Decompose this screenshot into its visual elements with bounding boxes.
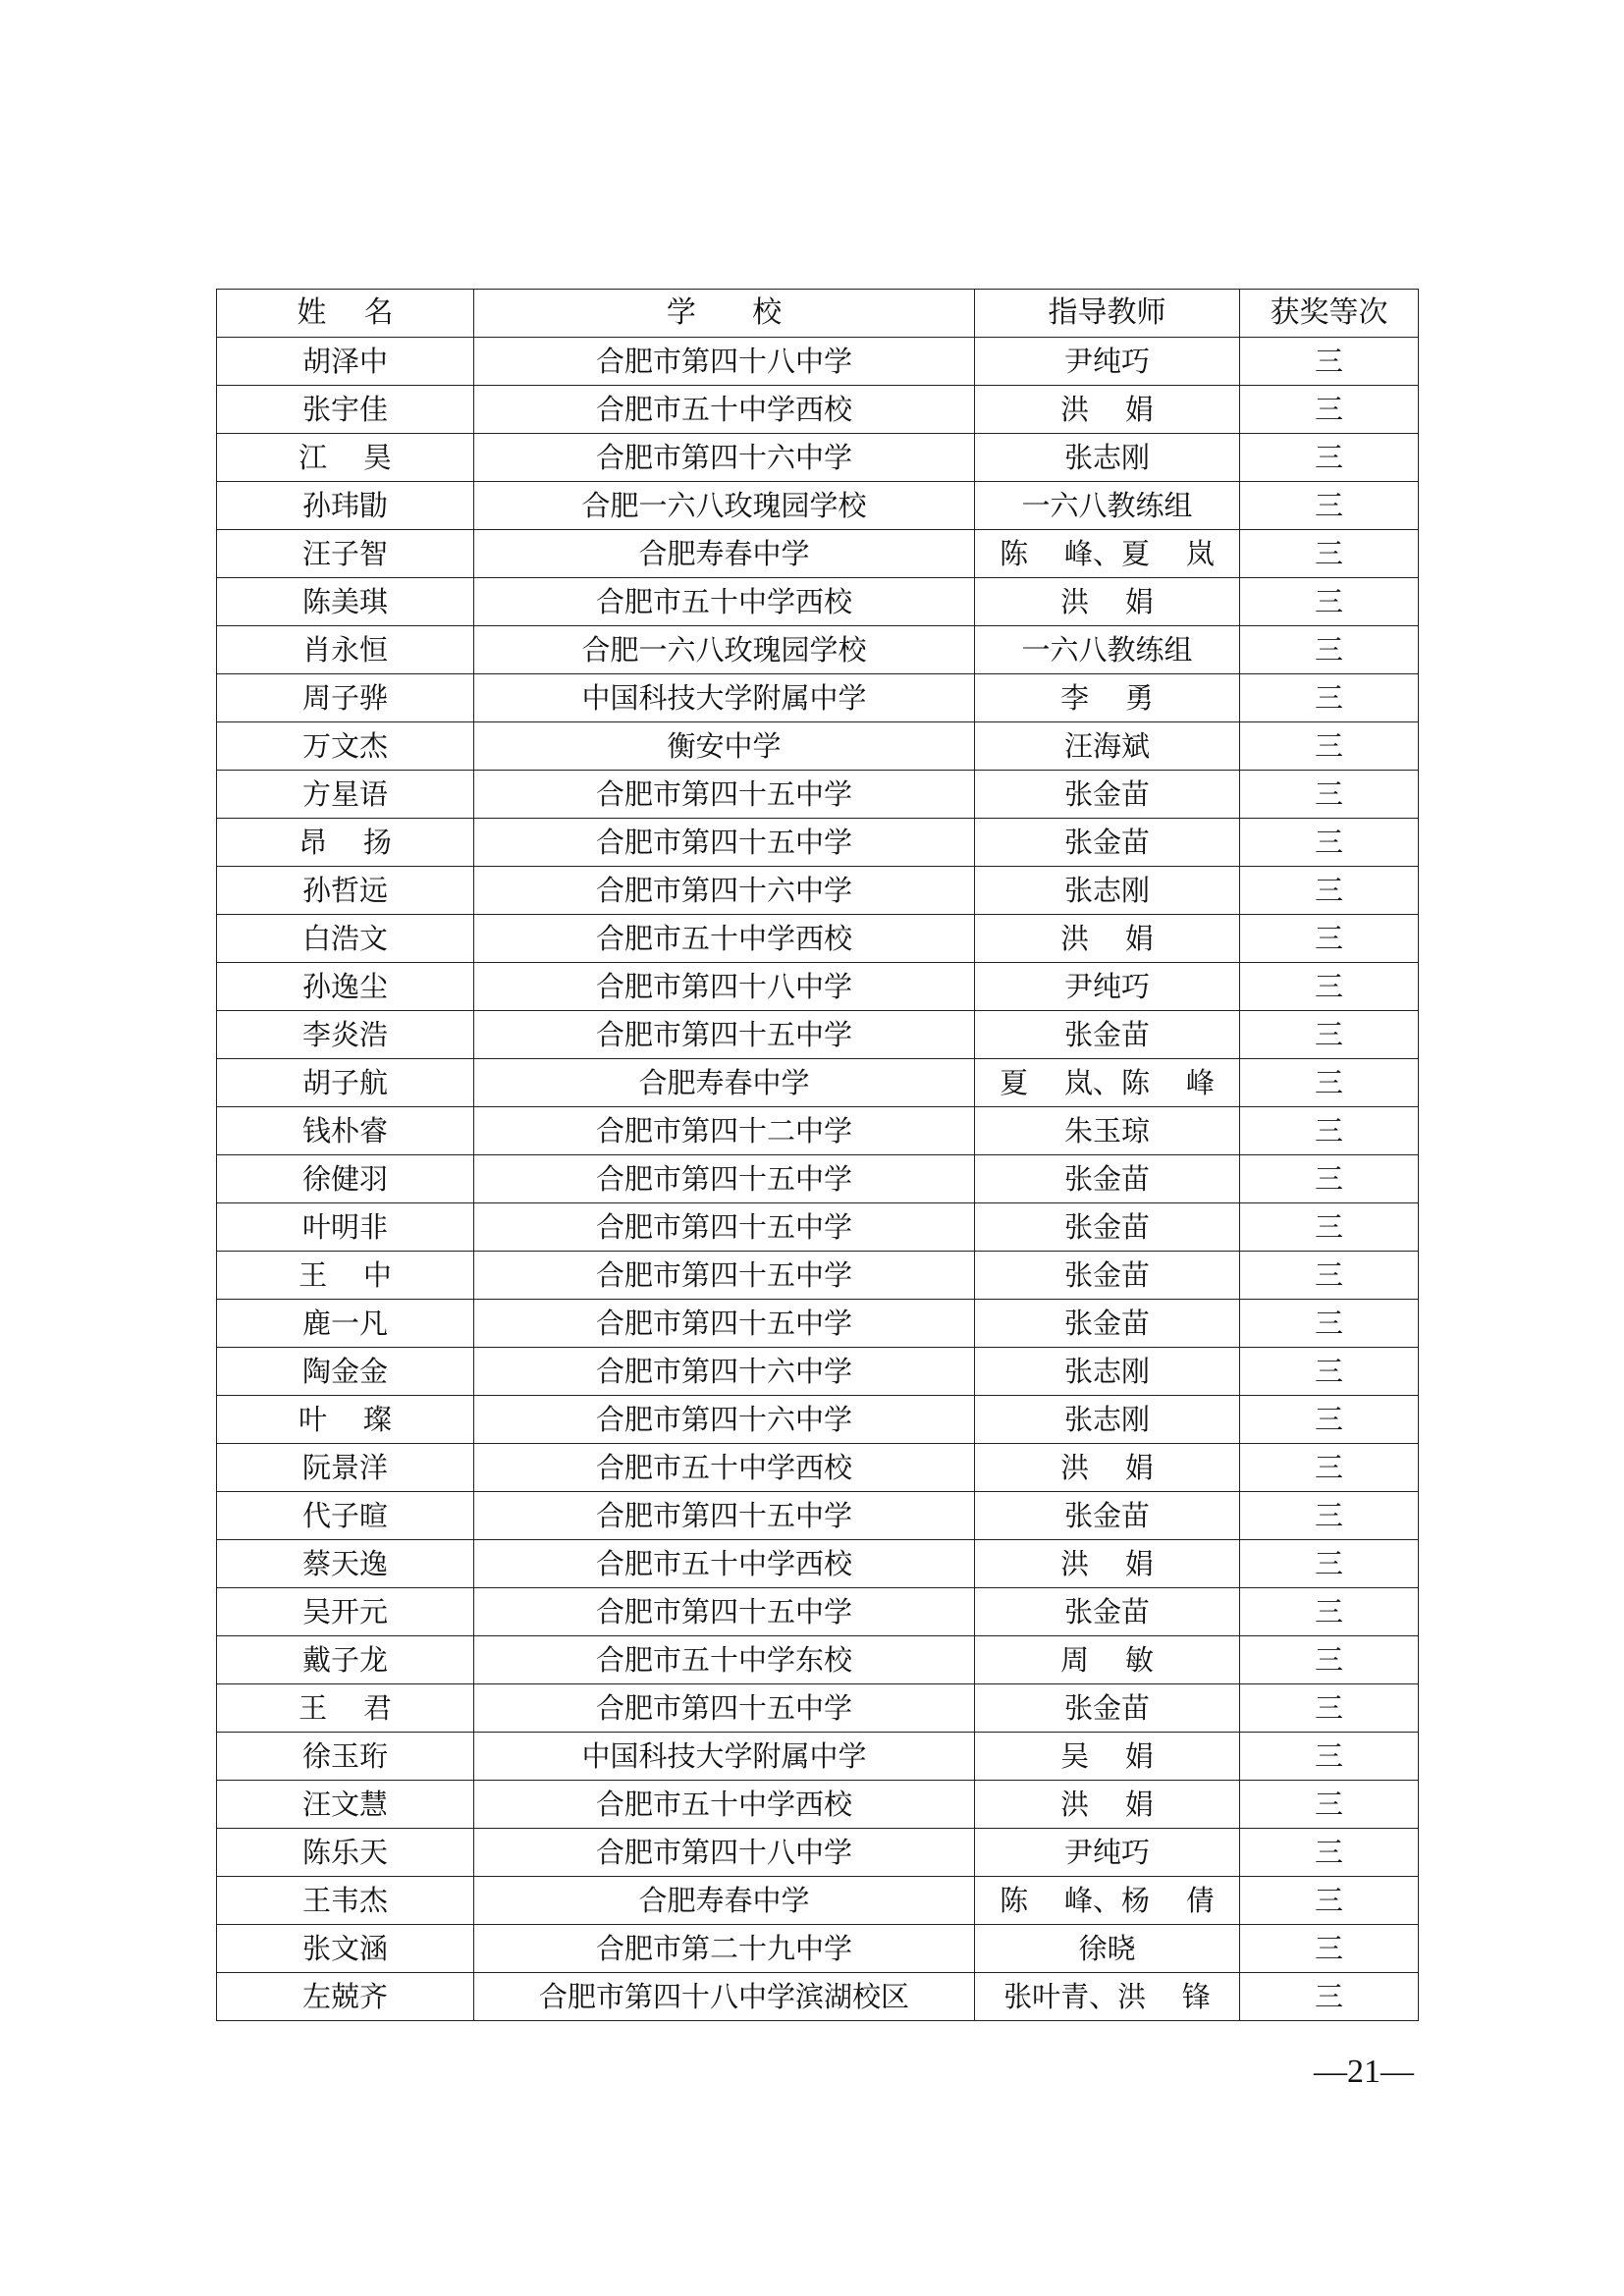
student-name-cell: 陶金金: [217, 1348, 474, 1396]
teacher-cell: 张金苗: [975, 819, 1240, 867]
table-row: [217, 1444, 1419, 1492]
student-name-cell: 叶明非: [217, 1203, 474, 1252]
student-name-cell: 孙逸尘: [217, 963, 474, 1011]
student-name-cell: 胡泽中: [217, 338, 474, 386]
table-row: [217, 915, 1419, 963]
award-level-cell: 三: [1240, 674, 1419, 722]
student-name-cell: 徐健羽: [217, 1155, 474, 1203]
award-level-cell: 三: [1240, 1155, 1419, 1203]
table-row: [217, 338, 1419, 386]
table-row: [217, 1636, 1419, 1684]
award-level-cell: 三: [1240, 1203, 1419, 1252]
school-cell: 合肥市第四十八中学滨湖校区: [474, 1973, 975, 2021]
table-row: [217, 1203, 1419, 1252]
teacher-cell: 洪 娟: [975, 1540, 1240, 1588]
student-name-cell: 陈乐天: [217, 1829, 474, 1877]
header-award-level: 获奖等次: [1240, 290, 1419, 338]
table-row: [217, 1155, 1419, 1203]
school-cell: 合肥市第四十六中学: [474, 867, 975, 915]
student-name-cell: 钱朴睿: [217, 1107, 474, 1155]
teacher-cell: 汪海斌: [975, 722, 1240, 771]
teacher-cell: 张志刚: [975, 434, 1240, 482]
teacher-cell: 张金苗: [975, 1155, 1240, 1203]
student-name-cell: 左兢齐: [217, 1973, 474, 2021]
award-level-cell: 三: [1240, 338, 1419, 386]
student-name-cell: 王 中: [217, 1252, 474, 1300]
table-row: [217, 578, 1419, 626]
teacher-cell: 一六八教练组: [975, 626, 1240, 674]
school-cell: 合肥市第四十五中学: [474, 1492, 975, 1540]
school-cell: 合肥市第四十六中学: [474, 434, 975, 482]
award-level-cell: 三: [1240, 386, 1419, 434]
table-row: [217, 1781, 1419, 1829]
school-cell: 合肥市第四十五中学: [474, 1684, 975, 1733]
table-row: [217, 1684, 1419, 1733]
school-cell: 合肥市五十中学东校: [474, 1636, 975, 1684]
teacher-cell: 周 敏: [975, 1636, 1240, 1684]
student-name-cell: 江 昊: [217, 434, 474, 482]
teacher-cell: 洪 娟: [975, 1781, 1240, 1829]
student-name-cell: 叶 璨: [217, 1396, 474, 1444]
school-cell: 合肥市第四十五中学: [474, 1155, 975, 1203]
award-level-cell: 三: [1240, 1300, 1419, 1348]
student-name-cell: 王 君: [217, 1684, 474, 1733]
school-cell: 合肥市第四十二中学: [474, 1107, 975, 1155]
table-row: [217, 1348, 1419, 1396]
teacher-cell: 洪 娟: [975, 1444, 1240, 1492]
teacher-cell: 尹纯巧: [975, 963, 1240, 1011]
school-cell: 合肥市五十中学西校: [474, 578, 975, 626]
teacher-cell: 张金苗: [975, 1588, 1240, 1636]
header-name: 姓 名: [217, 290, 474, 338]
student-name-cell: 孙玮勖: [217, 482, 474, 530]
teacher-cell: 洪 娟: [975, 915, 1240, 963]
award-level-cell: 三: [1240, 1684, 1419, 1733]
school-cell: 合肥寿春中学: [474, 1877, 975, 1925]
table-row: [217, 674, 1419, 722]
school-cell: 合肥一六八玫瑰园学校: [474, 626, 975, 674]
teacher-cell: 张金苗: [975, 771, 1240, 819]
student-name-cell: 胡子航: [217, 1059, 474, 1107]
teacher-cell: 张金苗: [975, 1492, 1240, 1540]
award-level-cell: 三: [1240, 482, 1419, 530]
table-row: [217, 819, 1419, 867]
table-row: [217, 1396, 1419, 1444]
teacher-cell: 夏 岚、陈 峰: [975, 1059, 1240, 1107]
student-name-cell: 李炎浩: [217, 1011, 474, 1059]
student-name-cell: 汪子智: [217, 530, 474, 578]
teacher-cell: 张金苗: [975, 1684, 1240, 1733]
award-level-cell: 三: [1240, 626, 1419, 674]
school-cell: 合肥市五十中学西校: [474, 1540, 975, 1588]
award-level-cell: 三: [1240, 1252, 1419, 1300]
award-level-cell: 三: [1240, 1492, 1419, 1540]
teacher-cell: 张金苗: [975, 1203, 1240, 1252]
table-row: [217, 530, 1419, 578]
school-cell: 合肥一六八玫瑰园学校: [474, 482, 975, 530]
table-row: [217, 1733, 1419, 1781]
school-cell: 合肥市五十中学西校: [474, 1781, 975, 1829]
table-row: [217, 1059, 1419, 1107]
table-row: [217, 1300, 1419, 1348]
school-cell: 合肥市第四十五中学: [474, 819, 975, 867]
school-cell: 合肥市第四十八中学: [474, 963, 975, 1011]
teacher-cell: 张叶青、洪 锋: [975, 1973, 1240, 2021]
table-row: [217, 1540, 1419, 1588]
student-name-cell: 万文杰: [217, 722, 474, 771]
table-row: [217, 1829, 1419, 1877]
student-name-cell: 陈美琪: [217, 578, 474, 626]
award-level-cell: 三: [1240, 867, 1419, 915]
table-row: [217, 434, 1419, 482]
school-cell: 合肥寿春中学: [474, 1059, 975, 1107]
school-cell: 合肥市五十中学西校: [474, 915, 975, 963]
award-level-cell: 三: [1240, 434, 1419, 482]
award-level-cell: 三: [1240, 1011, 1419, 1059]
table-row: [217, 867, 1419, 915]
teacher-cell: 张志刚: [975, 1396, 1240, 1444]
award-level-cell: 三: [1240, 1733, 1419, 1781]
student-name-cell: 肖永恒: [217, 626, 474, 674]
table-row: [217, 1877, 1419, 1925]
student-name-cell: 徐玉珩: [217, 1733, 474, 1781]
award-table: [216, 289, 1419, 2021]
table-row: [217, 1252, 1419, 1300]
school-cell: 合肥市第四十六中学: [474, 1396, 975, 1444]
student-name-cell: 昂 扬: [217, 819, 474, 867]
teacher-cell: 张志刚: [975, 1348, 1240, 1396]
teacher-cell: 洪 娟: [975, 578, 1240, 626]
student-name-cell: 蔡天逸: [217, 1540, 474, 1588]
school-cell: 合肥市第四十五中学: [474, 771, 975, 819]
table-body: [217, 338, 1419, 2021]
award-level-cell: 三: [1240, 578, 1419, 626]
table-header: [217, 290, 1419, 338]
award-level-cell: 三: [1240, 1348, 1419, 1396]
header-row: [217, 290, 1419, 338]
student-name-cell: 孙哲远: [217, 867, 474, 915]
student-name-cell: 阮景洋: [217, 1444, 474, 1492]
award-level-cell: 三: [1240, 1059, 1419, 1107]
table-row: [217, 626, 1419, 674]
student-name-cell: 周子骅: [217, 674, 474, 722]
table-row: [217, 963, 1419, 1011]
table-row: [217, 1011, 1419, 1059]
award-level-cell: 三: [1240, 819, 1419, 867]
teacher-cell: 徐晓: [975, 1925, 1240, 1973]
page-number: —21—: [1314, 2054, 1414, 2090]
school-cell: 合肥市五十中学西校: [474, 1444, 975, 1492]
school-cell: 合肥市第二十九中学: [474, 1925, 975, 1973]
table-row: [217, 722, 1419, 771]
award-level-cell: 三: [1240, 1829, 1419, 1877]
teacher-cell: 吴 娟: [975, 1733, 1240, 1781]
teacher-cell: 张志刚: [975, 867, 1240, 915]
table-row: [217, 1973, 1419, 2021]
teacher-cell: 尹纯巧: [975, 338, 1240, 386]
teacher-cell: 洪 娟: [975, 386, 1240, 434]
award-level-cell: 三: [1240, 1396, 1419, 1444]
school-cell: 合肥市第四十五中学: [474, 1588, 975, 1636]
award-level-cell: 三: [1240, 771, 1419, 819]
table-row: [217, 386, 1419, 434]
student-name-cell: 戴子龙: [217, 1636, 474, 1684]
table-row: [217, 1588, 1419, 1636]
school-cell: 合肥市第四十六中学: [474, 1348, 975, 1396]
header-teacher: 指导教师: [975, 290, 1240, 338]
teacher-cell: 一六八教练组: [975, 482, 1240, 530]
table-row: [217, 1925, 1419, 1973]
student-name-cell: 白浩文: [217, 915, 474, 963]
table-row: [217, 771, 1419, 819]
teacher-cell: 张金苗: [975, 1300, 1240, 1348]
school-cell: 合肥市第四十八中学: [474, 338, 975, 386]
teacher-cell: 尹纯巧: [975, 1829, 1240, 1877]
teacher-cell: 李 勇: [975, 674, 1240, 722]
student-name-cell: 鹿一凡: [217, 1300, 474, 1348]
student-name-cell: 方星语: [217, 771, 474, 819]
award-level-cell: 三: [1240, 1588, 1419, 1636]
table-row: [217, 482, 1419, 530]
school-cell: 合肥寿春中学: [474, 530, 975, 578]
student-name-cell: 张宇佳: [217, 386, 474, 434]
school-cell: 合肥市第四十五中学: [474, 1011, 975, 1059]
teacher-cell: 陈 峰、杨 倩: [975, 1877, 1240, 1925]
award-level-cell: 三: [1240, 1444, 1419, 1492]
school-cell: 合肥市第四十八中学: [474, 1829, 975, 1877]
award-level-cell: 三: [1240, 1877, 1419, 1925]
award-level-cell: 三: [1240, 1973, 1419, 2021]
table-row: [217, 1107, 1419, 1155]
award-level-cell: 三: [1240, 1925, 1419, 1973]
school-cell: 合肥市第四十五中学: [474, 1300, 975, 1348]
award-level-cell: 三: [1240, 722, 1419, 771]
teacher-cell: 陈 峰、夏 岚: [975, 530, 1240, 578]
student-name-cell: 吴开元: [217, 1588, 474, 1636]
award-level-cell: 三: [1240, 963, 1419, 1011]
table-row: [217, 1492, 1419, 1540]
award-level-cell: 三: [1240, 1107, 1419, 1155]
teacher-cell: 朱玉琼: [975, 1107, 1240, 1155]
school-cell: 合肥市五十中学西校: [474, 386, 975, 434]
school-cell: 中国科技大学附属中学: [474, 674, 975, 722]
school-cell: 中国科技大学附属中学: [474, 1733, 975, 1781]
student-name-cell: 代子暄: [217, 1492, 474, 1540]
teacher-cell: 张金苗: [975, 1011, 1240, 1059]
teacher-cell: 张金苗: [975, 1252, 1240, 1300]
school-cell: 衡安中学: [474, 722, 975, 771]
student-name-cell: 汪文慧: [217, 1781, 474, 1829]
award-level-cell: 三: [1240, 1540, 1419, 1588]
student-name-cell: 张文涵: [217, 1925, 474, 1973]
award-level-cell: 三: [1240, 1781, 1419, 1829]
school-cell: 合肥市第四十五中学: [474, 1203, 975, 1252]
award-level-cell: 三: [1240, 530, 1419, 578]
award-level-cell: 三: [1240, 1636, 1419, 1684]
header-school: 学 校: [474, 290, 975, 338]
school-cell: 合肥市第四十五中学: [474, 1252, 975, 1300]
award-level-cell: 三: [1240, 915, 1419, 963]
student-name-cell: 王韦杰: [217, 1877, 474, 1925]
